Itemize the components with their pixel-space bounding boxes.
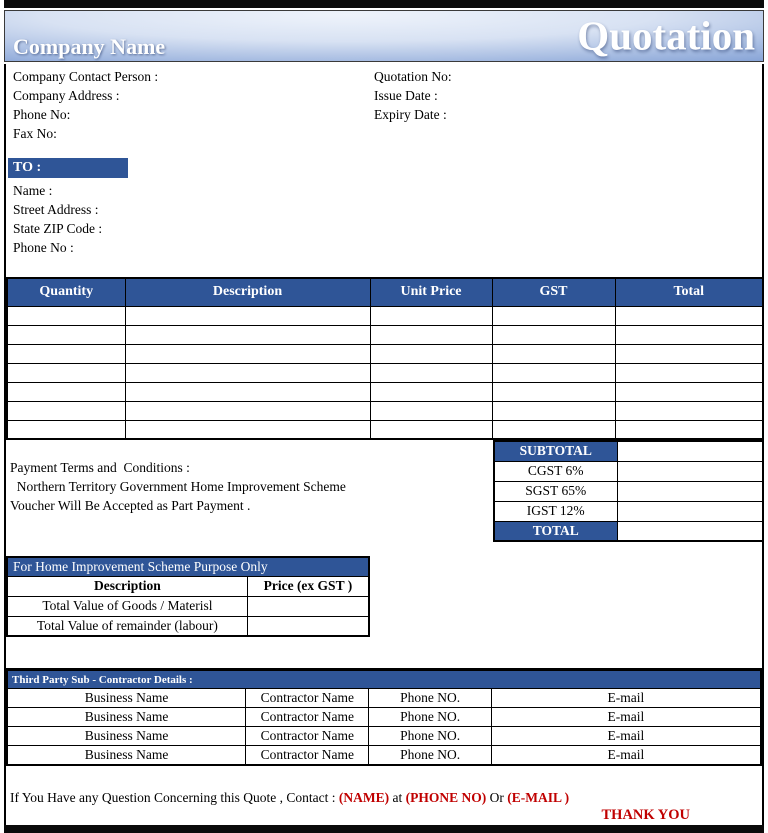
item-total-cell[interactable] bbox=[615, 401, 763, 420]
to-header-bar: TO : bbox=[8, 158, 128, 178]
item-gst-cell[interactable] bbox=[492, 306, 615, 325]
footer-text: at bbox=[389, 790, 406, 805]
item-description-cell[interactable] bbox=[125, 401, 370, 420]
hi-row bbox=[7, 596, 369, 616]
item-unit-price-cell[interactable] bbox=[370, 306, 492, 325]
contractor-name-cell[interactable]: Contractor Name bbox=[246, 746, 369, 765]
quote-info-block bbox=[374, 67, 452, 124]
email-cell[interactable]: E-mail bbox=[491, 727, 761, 746]
item-total-cell[interactable] bbox=[615, 382, 763, 401]
phone-no-cell[interactable]: Phone NO. bbox=[369, 746, 491, 765]
item-unit-price-cell[interactable] bbox=[370, 344, 492, 363]
item-quantity-cell[interactable] bbox=[7, 363, 125, 382]
expiry-date-label[interactable]: Expiry Date : bbox=[374, 107, 447, 122]
item-row bbox=[7, 306, 763, 325]
item-unit-price-cell[interactable] bbox=[370, 420, 492, 439]
total-row bbox=[494, 521, 763, 541]
footer-text: Or bbox=[486, 790, 508, 805]
item-total-cell[interactable] bbox=[615, 344, 763, 363]
third-party-row bbox=[7, 727, 761, 746]
items-header-description: Description bbox=[125, 278, 370, 306]
business-name-cell[interactable]: Business Name bbox=[7, 727, 246, 746]
thank-you-note: THANK YOU bbox=[601, 807, 690, 823]
item-row bbox=[7, 382, 763, 401]
item-total-cell[interactable] bbox=[615, 420, 763, 439]
payment-terms-heading: Payment Terms and Conditions : bbox=[10, 460, 190, 475]
sgst-value-cell[interactable] bbox=[617, 481, 763, 501]
item-quantity-cell[interactable] bbox=[7, 382, 125, 401]
item-description-cell[interactable] bbox=[125, 344, 370, 363]
hi-goods-price-cell[interactable] bbox=[247, 596, 369, 616]
recipient-zip-label[interactable]: State ZIP Code : bbox=[13, 221, 103, 236]
bottom-accent-bar bbox=[4, 825, 764, 833]
item-gst-cell[interactable] bbox=[492, 401, 615, 420]
igst-row bbox=[494, 501, 763, 521]
item-quantity-cell[interactable] bbox=[7, 344, 125, 363]
item-unit-price-cell[interactable] bbox=[370, 401, 492, 420]
recipient-street-label[interactable]: Street Address : bbox=[13, 202, 99, 217]
company-phone-label[interactable]: Phone No: bbox=[13, 107, 71, 122]
payment-terms-line: Northern Territory Government Home Improvement Scheme bbox=[10, 479, 346, 494]
recipient-name-label[interactable]: Name : bbox=[13, 183, 53, 198]
sgst-label: SGST 65% bbox=[494, 481, 617, 501]
company-contact-label[interactable]: Company Contact Person : bbox=[13, 69, 159, 84]
item-total-cell[interactable] bbox=[615, 363, 763, 382]
home-improvement-header-bar: For Home Improvement Scheme Purpose Only bbox=[7, 557, 369, 576]
item-unit-price-cell[interactable] bbox=[370, 382, 492, 401]
items-header-row bbox=[7, 278, 763, 306]
item-total-cell[interactable] bbox=[615, 325, 763, 344]
phone-no-cell[interactable]: Phone NO. bbox=[369, 689, 491, 708]
company-address-label[interactable]: Company Address : bbox=[13, 88, 120, 103]
business-name-cell[interactable]: Business Name bbox=[7, 746, 246, 765]
igst-value-cell[interactable] bbox=[617, 501, 763, 521]
hi-header-row bbox=[7, 576, 369, 596]
item-quantity-cell[interactable] bbox=[7, 325, 125, 344]
company-fax-label[interactable]: Fax No: bbox=[13, 126, 57, 141]
item-quantity-cell[interactable] bbox=[7, 306, 125, 325]
item-row bbox=[7, 401, 763, 420]
footer-name-placeholder: (NAME) bbox=[338, 790, 390, 805]
header-banner bbox=[4, 10, 764, 62]
third-party-row bbox=[7, 708, 761, 727]
footer-email-placeholder: (E-MAIL ) bbox=[507, 790, 570, 805]
item-total-cell[interactable] bbox=[615, 306, 763, 325]
items-header-total: Total bbox=[615, 278, 763, 306]
email-cell[interactable]: E-mail bbox=[491, 746, 761, 765]
totals-table bbox=[493, 440, 764, 542]
item-gst-cell[interactable] bbox=[492, 382, 615, 401]
subtotal-label: SUBTOTAL bbox=[494, 441, 617, 461]
third-party-row bbox=[7, 746, 761, 765]
top-accent-bar bbox=[4, 0, 764, 8]
hi-labour-price-cell[interactable] bbox=[247, 616, 369, 636]
third-party-row bbox=[7, 689, 761, 708]
item-unit-price-cell[interactable] bbox=[370, 325, 492, 344]
subtotal-value-cell[interactable] bbox=[617, 441, 763, 461]
phone-no-cell[interactable]: Phone NO. bbox=[369, 727, 491, 746]
item-gst-cell[interactable] bbox=[492, 344, 615, 363]
cgst-row bbox=[494, 461, 763, 481]
item-gst-cell[interactable] bbox=[492, 363, 615, 382]
contractor-name-cell[interactable]: Contractor Name bbox=[246, 727, 369, 746]
document-title: Quotation bbox=[577, 12, 755, 59]
item-description-cell[interactable] bbox=[125, 382, 370, 401]
business-name-cell[interactable]: Business Name bbox=[7, 708, 246, 727]
recipient-phone-label[interactable]: Phone No : bbox=[13, 240, 74, 255]
item-description-cell[interactable] bbox=[125, 420, 370, 439]
items-table bbox=[6, 277, 764, 440]
total-value-cell[interactable] bbox=[617, 521, 763, 541]
item-gst-cell[interactable] bbox=[492, 420, 615, 439]
item-description-cell[interactable] bbox=[125, 306, 370, 325]
item-gst-cell[interactable] bbox=[492, 325, 615, 344]
contractor-name-cell[interactable]: Contractor Name bbox=[246, 689, 369, 708]
home-improvement-table bbox=[6, 556, 370, 637]
recipient-block bbox=[13, 181, 102, 257]
items-header-unit-price: Unit Price bbox=[370, 278, 492, 306]
item-quantity-cell[interactable] bbox=[7, 420, 125, 439]
subtotal-row bbox=[494, 441, 763, 461]
item-description-cell[interactable] bbox=[125, 363, 370, 382]
hi-price-header: Price (ex GST ) bbox=[247, 576, 369, 596]
company-info-block bbox=[13, 67, 158, 143]
payment-terms-line: Voucher Will Be Accepted as Part Payment . bbox=[10, 498, 251, 513]
payment-terms-block bbox=[10, 458, 346, 515]
item-row bbox=[7, 363, 763, 382]
third-party-table bbox=[6, 668, 762, 766]
issue-date-label[interactable]: Issue Date : bbox=[374, 88, 438, 103]
item-unit-price-cell[interactable] bbox=[370, 363, 492, 382]
hi-labour-label: Total Value of remainder (labour) bbox=[7, 616, 247, 636]
hi-row bbox=[7, 616, 369, 636]
total-label: TOTAL bbox=[494, 521, 617, 541]
cgst-value-cell[interactable] bbox=[617, 461, 763, 481]
footer-contact-line bbox=[10, 790, 569, 806]
item-row bbox=[7, 325, 763, 344]
item-row bbox=[7, 420, 763, 439]
company-name-title: Company Name bbox=[13, 34, 166, 59]
contractor-name-cell[interactable]: Contractor Name bbox=[246, 708, 369, 727]
quotation-no-label[interactable]: Quotation No: bbox=[374, 69, 452, 84]
igst-label: IGST 12% bbox=[494, 501, 617, 521]
item-quantity-cell[interactable] bbox=[7, 401, 125, 420]
business-name-cell[interactable]: Business Name bbox=[7, 689, 246, 708]
footer-text: If You Have any Question Concerning this Quote , Contact : bbox=[10, 790, 339, 805]
email-cell[interactable]: E-mail bbox=[491, 708, 761, 727]
cgst-label: CGST 6% bbox=[494, 461, 617, 481]
item-row bbox=[7, 344, 763, 363]
items-header-quantity: Quantity bbox=[7, 278, 125, 306]
phone-no-cell[interactable]: Phone NO. bbox=[369, 708, 491, 727]
hi-goods-label: Total Value of Goods / Materisl bbox=[7, 596, 247, 616]
items-header-gst: GST bbox=[492, 278, 615, 306]
item-description-cell[interactable] bbox=[125, 325, 370, 344]
third-party-header-bar: Third Party Sub - Contractor Details : bbox=[7, 670, 761, 689]
email-cell[interactable]: E-mail bbox=[491, 689, 761, 708]
sgst-row bbox=[494, 481, 763, 501]
document-body bbox=[4, 64, 764, 825]
hi-description-header: Description bbox=[7, 576, 247, 596]
footer-phone-placeholder: (PHONE NO) bbox=[405, 790, 487, 805]
